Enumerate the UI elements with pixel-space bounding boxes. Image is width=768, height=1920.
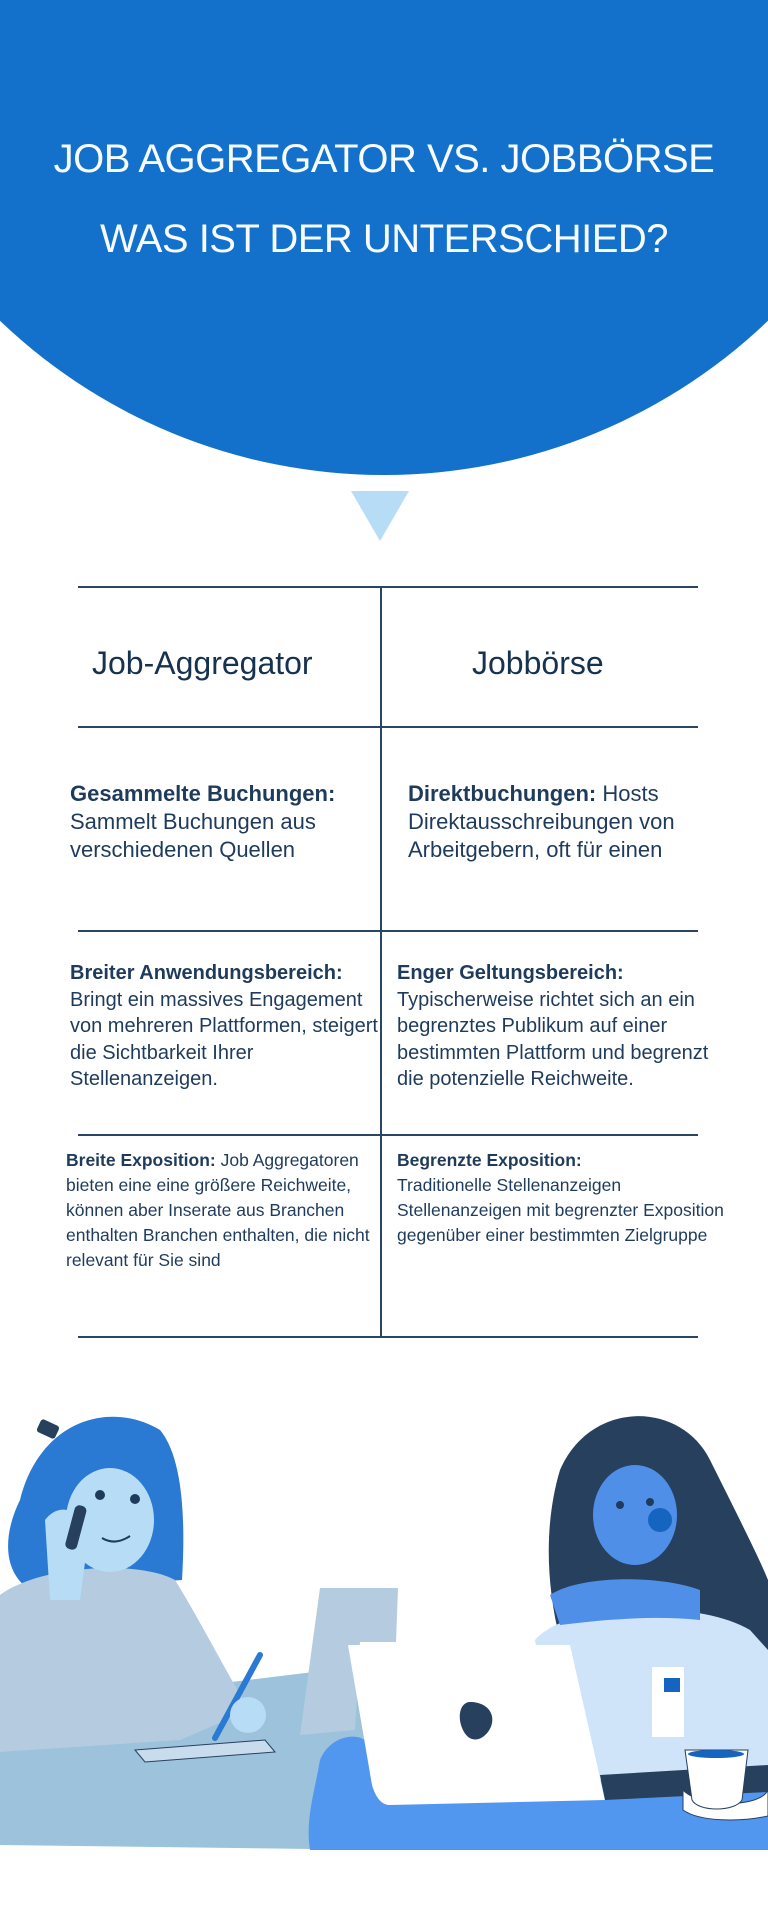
cell-text: Typischerweise richtet sich an ein begrenztes Publikum auf einer bestimmten Plattform und begrenzt die potenzielle Reichweite.	[397, 988, 709, 1090]
sweater	[0, 1568, 250, 1752]
column-header-jobboerse: Jobbörse	[472, 645, 604, 681]
table-divider	[78, 1336, 698, 1338]
table-divider	[78, 726, 698, 728]
cell-label: Gesammelte Buchungen:	[70, 781, 336, 806]
cell-text: Hosts Direktausschreibungen von Arbeitgebern, oft für einen	[408, 781, 675, 862]
table-cell	[397, 1148, 737, 1248]
table-divider	[78, 586, 698, 588]
cell-text: Job Aggregatoren bieten eine eine größere Reichweite, können aber Inserate aus Branchen enthalten Branchen enthalten, die nicht relevant für Sie sind	[66, 1150, 370, 1270]
office-illustration	[0, 1380, 768, 1860]
cell-text: Traditionelle Stellenanzeigen Stellenanzeigen mit begrenzter Exposition gegenüber einer bestimmten Zielgruppe	[397, 1175, 724, 1245]
cell-label: Enger Geltungsbereich:	[397, 962, 624, 984]
cell-label: Breiter Anwendungsbereich:	[70, 962, 343, 984]
table-divider	[78, 1134, 698, 1136]
cell-text: Bringt ein massives Engagement von mehreren Plattformen, steigert die Sichtbarkeit Ihrer Stellenanzeigen.	[70, 988, 378, 1090]
cell-label: Begrenzte Exposition:	[397, 1150, 582, 1170]
table-cell	[397, 960, 737, 1093]
page-subtitle: WAS IST DER UNTERSCHIED?	[99, 217, 669, 261]
table-divider	[78, 930, 698, 932]
column-header-job-aggregator: Job-Aggregator	[92, 645, 313, 681]
column-divider	[380, 586, 382, 1338]
cell-label: Direktbuchungen:	[408, 781, 597, 806]
table-cell	[408, 780, 748, 864]
down-arrow-icon	[351, 491, 409, 541]
table-cell	[70, 960, 380, 1093]
table-cell	[66, 1148, 376, 1273]
cell-text: Sammelt Buchungen aus verschiedenen Quellen	[70, 809, 316, 862]
table-cell	[70, 780, 380, 864]
page-title: JOB AGGREGATOR VS. JOBBÖRSE	[53, 137, 715, 181]
cell-label: Breite Exposition:	[66, 1150, 216, 1170]
